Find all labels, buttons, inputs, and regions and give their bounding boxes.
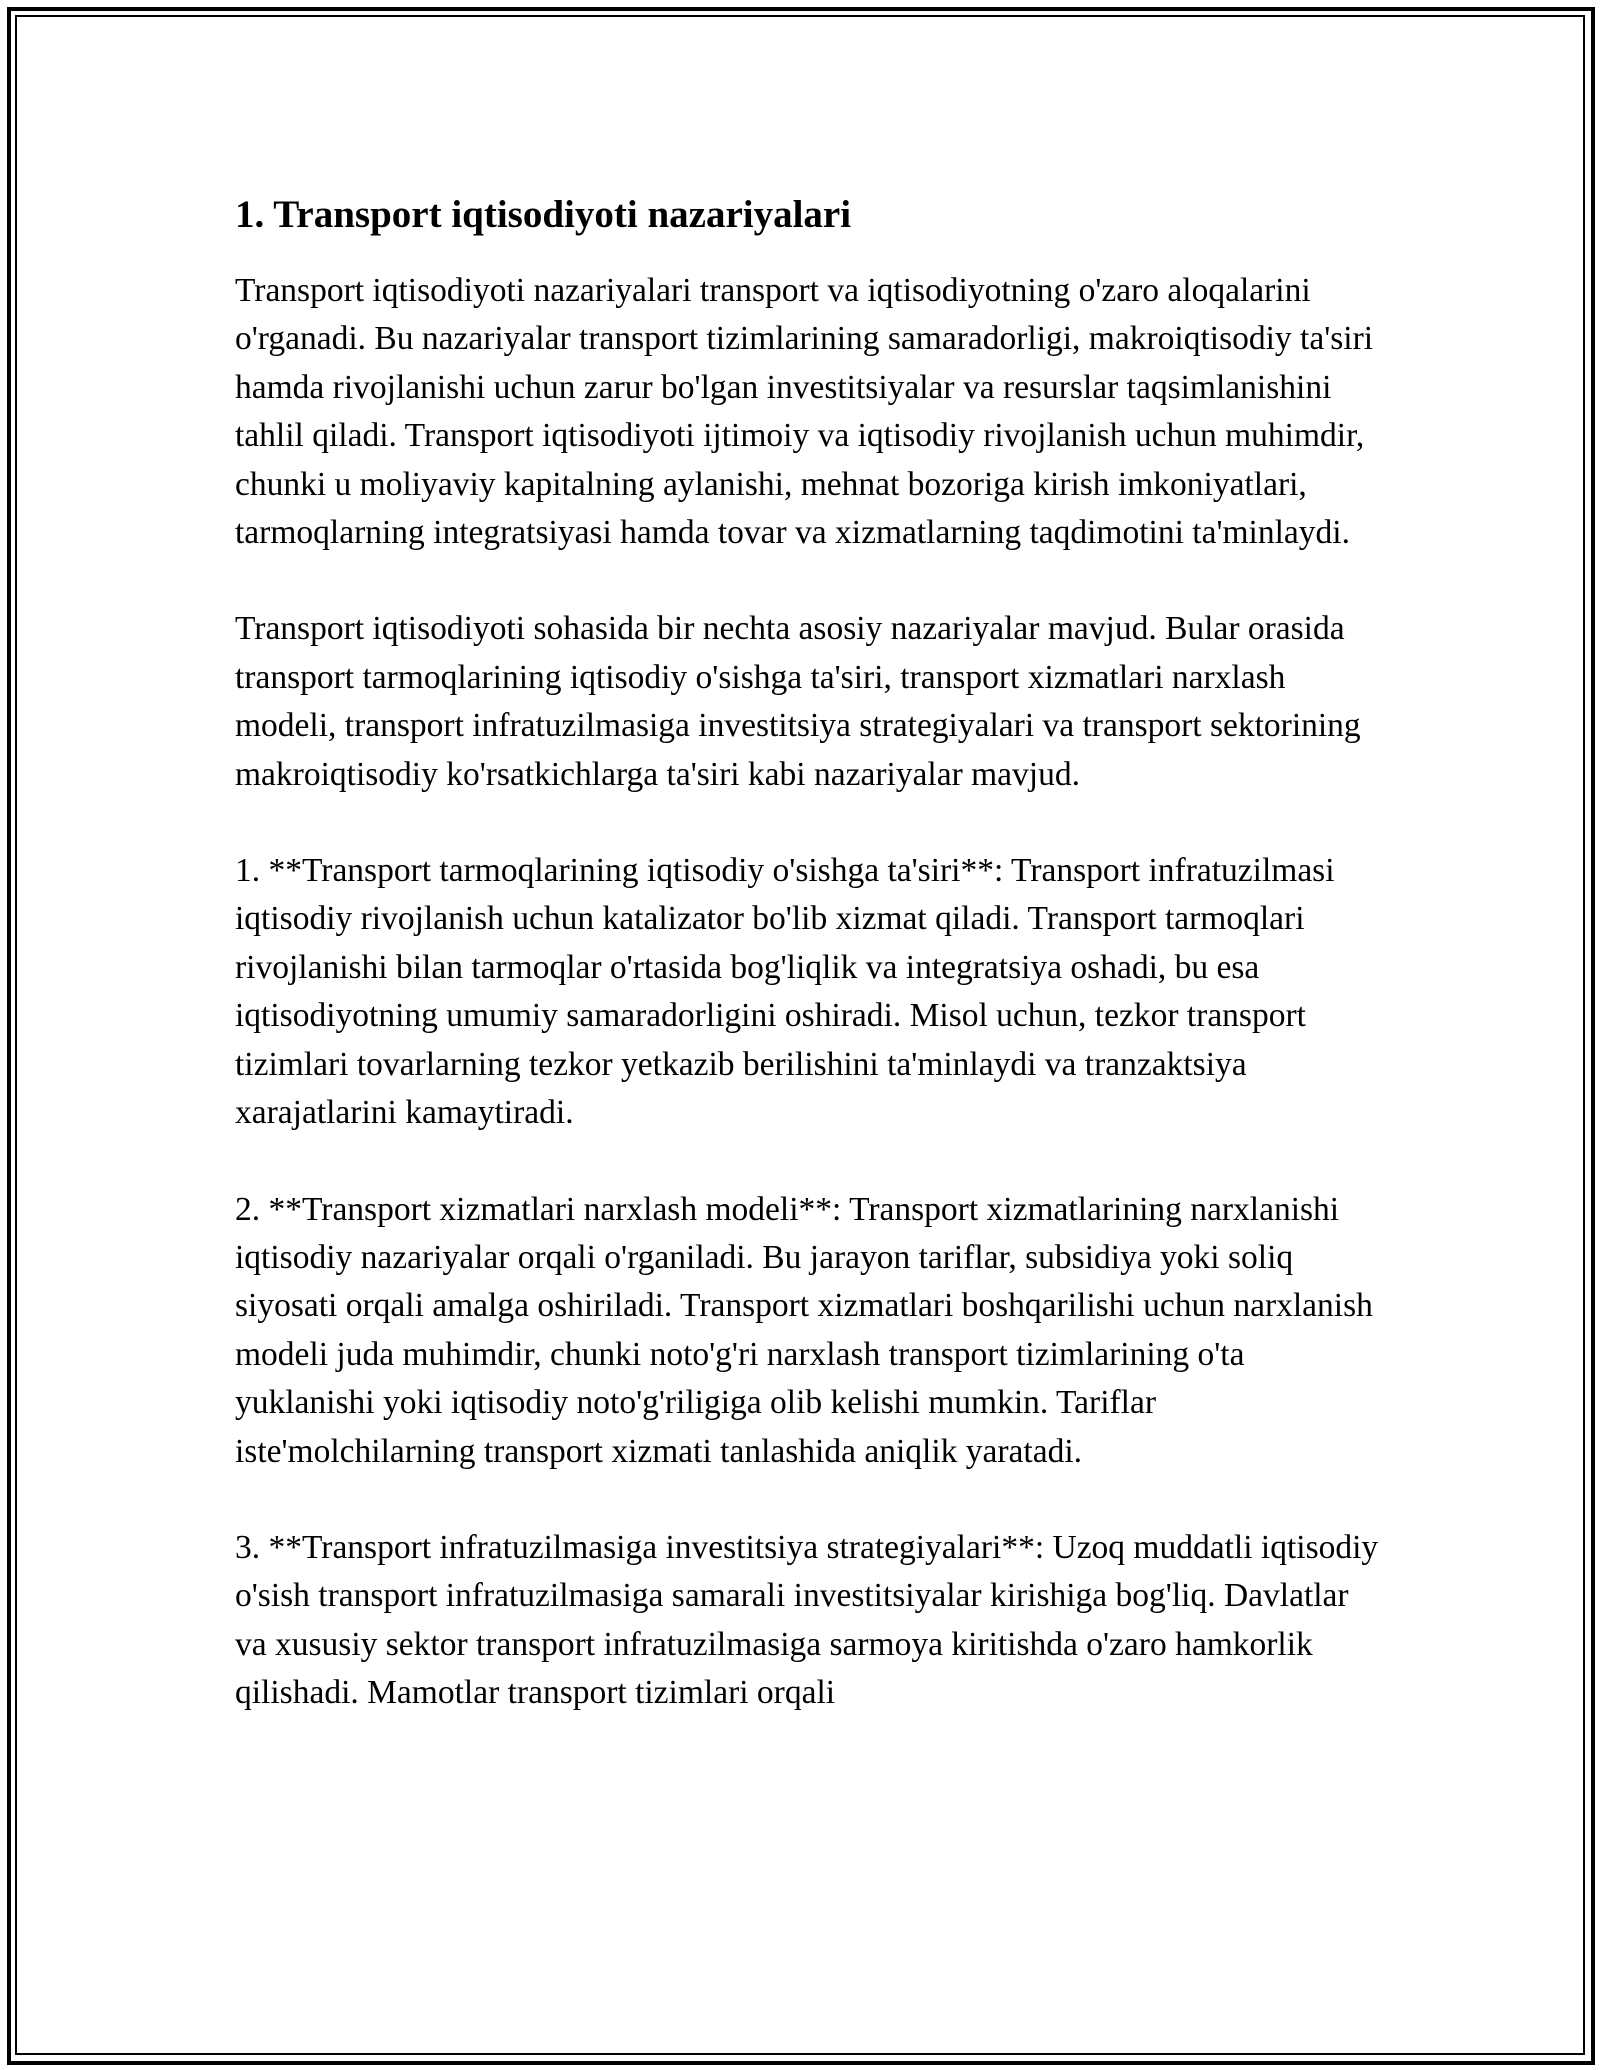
document-body	[235, 185, 1380, 1766]
paragraph-item-1: 1. **Transport tarmoqlarining iqtisodiy o'sishga ta'siri**: Transport infratuzilmasi iqtisodiy rivojlanish uchun katalizator bo'lib xizmat qiladi. Transport tarmoqlari rivojlanishi bilan tarmoqlar o'rtasida bog'liqlik va integratsiya oshadi, bu esa iqtisodiyotning umumiy samaradorligini oshiradi. Misol uchun, tezkor transport tizimlari tovarlarning tezkor yetkazib berilishini ta'minlaydi va tranzaktsiya xarajatlarini kamaytiradi.	[235, 852, 1335, 1132]
paragraph-item-3: 3. **Transport infratuzilmasiga investitsiya strategiyalari**: Uzoq muddatli iqtisodiy o'sish transport infratuzilmasiga samarali investitsiyalar kirishiga bog'liq. Davlatlar va xususiy sektor transport infratuzilmasiga sarmoya kiritishda o'zaro hamkorlik qilishadi. Mamotlar transport tizimlari orqali	[235, 1528, 1379, 1712]
paragraph-intro: Transport iqtisodiyoti nazariyalari transport va iqtisodiyotning o'zaro aloqalarini o'rganadi. Bu nazariyalar transport tizimlarining samaradorligi, makroiqtisodiy ta'siri hamda rivojlanishi uchun zarur bo'lgan investitsiyalar va resurslar taqsimlanishini tahlil qiladi. Transport iqtisodiyoti ijtimoiy va iqtisodiy rivojlanish uchun muhimdir, chunki u moliyaviy kapitalning aylanishi, mehnat bozoriga kirish imkoniyatlari, tarmoqlarning integratsiyasi hamda tovar va xizmatlarning taqdimotini ta'minlaydi.	[235, 272, 1374, 552]
section-heading: 1. Transport iqtisodiyoti nazariyalari	[235, 193, 852, 236]
paragraph-theories-overview: Transport iqtisodiyoti sohasida bir nechta asosiy nazariyalar mavjud. Bular orasida transport tarmoqlarining iqtisodiy o'sishga ta'siri, transport xizmatlari narxlash modeli, transport infratuzilmasiga investitsiya strategiyalari va transport sektorining makroiqtisodiy ko'rsatkichlarga ta'siri kabi nazariyalar mavjud.	[235, 610, 1361, 793]
paragraph-item-2: 2. **Transport xizmatlari narxlash modeli**: Transport xizmatlarining narxlanishi iqtisodiy nazariyalar orqali o'rganiladi. Bu jarayon tariflar, subsidiya yoki soliq siyosati orqali amalga oshiriladi. Transport xizmatlari boshqarilishi uchun narxlanish modeli juda muhimdir, chunki noto'g'ri narxlash transport tizimlarining o'ta yuklanishi yoki iqtisodiy noto'g'riligiga olib kelishi mumkin. Tariflar iste'molchilarning transport xizmati tanlashida aniqlik yaratadi.	[235, 1190, 1373, 1470]
